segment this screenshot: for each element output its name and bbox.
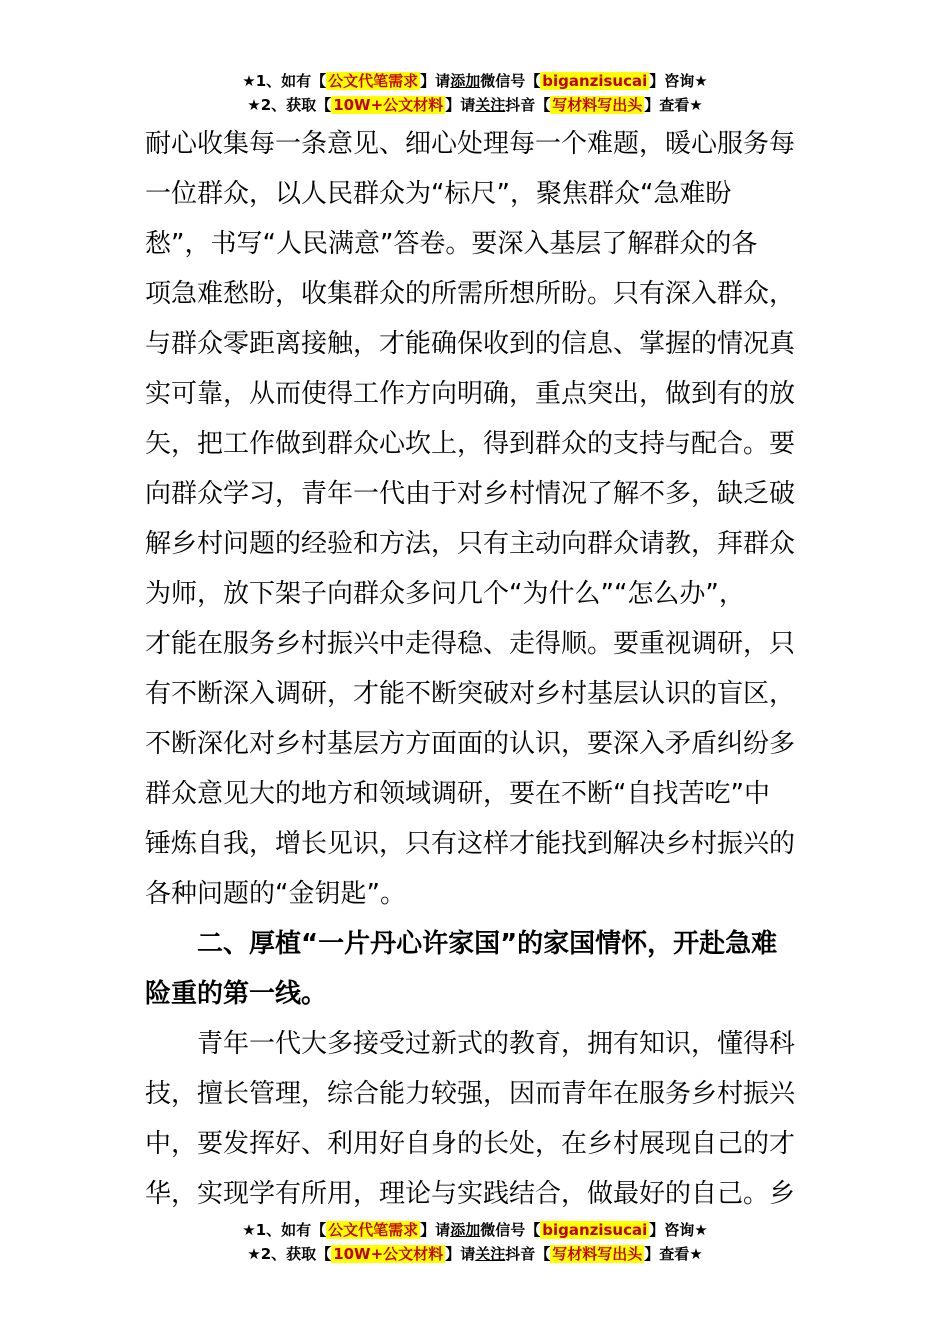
notice-text: 抖音【 — [505, 96, 551, 114]
notice-highlight: 公文代笔需求 — [328, 72, 419, 90]
body-line: 与群众零距离接触，才能确保收到的信息、掌握的情况真 — [145, 329, 796, 359]
notice-text: ★2、获取【 — [247, 96, 332, 114]
notice-text: 】咨询★ — [649, 72, 708, 90]
notice-underlined: 关注 — [475, 96, 506, 114]
notice-douyin-id: 写材料写出头 — [552, 1245, 643, 1263]
body-line: 锤炼自我，增长见识，只有这样才能找到解决乡村振兴的 — [145, 829, 796, 859]
notice-douyin-id: 写材料写出头 — [552, 96, 643, 114]
body-line: 群众意见大的地方和领域调研，要在不断“自找苦吃”中 — [145, 779, 770, 809]
body-line: 一位群众，以人民群众为“标尺”，聚焦群众“急难盼 — [145, 179, 732, 209]
body-line: 矢，把工作做到群众心坎上，得到群众的支持与配合。要 — [145, 429, 796, 459]
notice-highlight: 10W+公文材料 — [333, 1245, 444, 1263]
body-line: 有不断深入调研，才能不断突破对乡村基层认识的盲区， — [145, 679, 796, 709]
notice-underlined: 添加 — [450, 72, 481, 90]
footer-notice-line1 — [0, 1219, 950, 1241]
notice-text: ★1、如有【 — [242, 72, 327, 90]
notice-highlight: 公文代笔需求 — [328, 1221, 419, 1239]
body-line: 技，擅长管理，综合能力较强，因而青年在服务乡村振兴 — [145, 1079, 796, 1109]
heading-line: 二、厚植“一片丹心许家国”的家国情怀，开赴急难 — [197, 929, 778, 959]
body-line: 各种问题的“金钥匙”。 — [145, 879, 406, 909]
body-line: 愁”，书写“人民满意”答卷。要深入基层了解群众的各 — [145, 229, 758, 259]
notice-text: 】查看★ — [644, 96, 703, 114]
notice-text: 】咨询★ — [649, 1221, 708, 1239]
notice-text: 微信号【 — [480, 1221, 541, 1239]
notice-wechat-id: biganzisucai — [542, 1221, 648, 1239]
notice-text: 抖音【 — [505, 1245, 551, 1263]
body-line: 中，要发挥好、利用好自身的长处，在乡村展现自己的才 — [145, 1129, 796, 1159]
notice-underlined: 添加 — [450, 1221, 481, 1239]
body-line: 为师，放下架子向群众多问几个“为什么”“怎么办”， — [145, 579, 745, 609]
header-notice-line1 — [0, 70, 950, 92]
body-line: 耐心收集每一条意见、细心处理每一个难题，暖心服务每 — [145, 129, 796, 159]
body-line: 解乡村问题的经验和方法，只有主动向群众请教，拜群众 — [145, 529, 796, 559]
notice-highlight: 10W+公文材料 — [333, 96, 444, 114]
body-line: 不断深化对乡村基层方方面面的认识，要深入矛盾纠纷多 — [145, 729, 796, 759]
body-line: 华，实现学有所用，理论与实践结合，做最好的自己。乡 — [145, 1179, 796, 1209]
body-line: 才能在服务乡村振兴中走得稳、走得顺。要重视调研，只 — [145, 629, 796, 659]
notice-text: ★1、如有【 — [242, 1221, 327, 1239]
notice-text: ★2、获取【 — [247, 1245, 332, 1263]
notice-text: 微信号【 — [480, 72, 541, 90]
header-notice-line2 — [0, 94, 950, 116]
body-line: 向群众学习，青年一代由于对乡村情况了解不多，缺乏破 — [145, 479, 796, 509]
notice-wechat-id: biganzisucai — [542, 72, 648, 90]
footer-notice-line2 — [0, 1243, 950, 1265]
body-line: 实可靠，从而使得工作方向明确，重点突出，做到有的放 — [145, 379, 796, 409]
notice-text: 】请 — [445, 96, 476, 114]
notice-text: 】请 — [420, 72, 451, 90]
notice-underlined: 关注 — [475, 1245, 506, 1263]
body-line: 项急难愁盼，收集群众的所需所想所盼。只有深入群众， — [145, 279, 796, 309]
body-line: 青年一代大多接受过新式的教育，拥有知识，懂得科 — [197, 1029, 796, 1059]
notice-text: 】查看★ — [644, 1245, 703, 1263]
heading-line: 险重的第一线。 — [145, 979, 328, 1009]
notice-text: 】请 — [420, 1221, 451, 1239]
notice-text: 】请 — [445, 1245, 476, 1263]
